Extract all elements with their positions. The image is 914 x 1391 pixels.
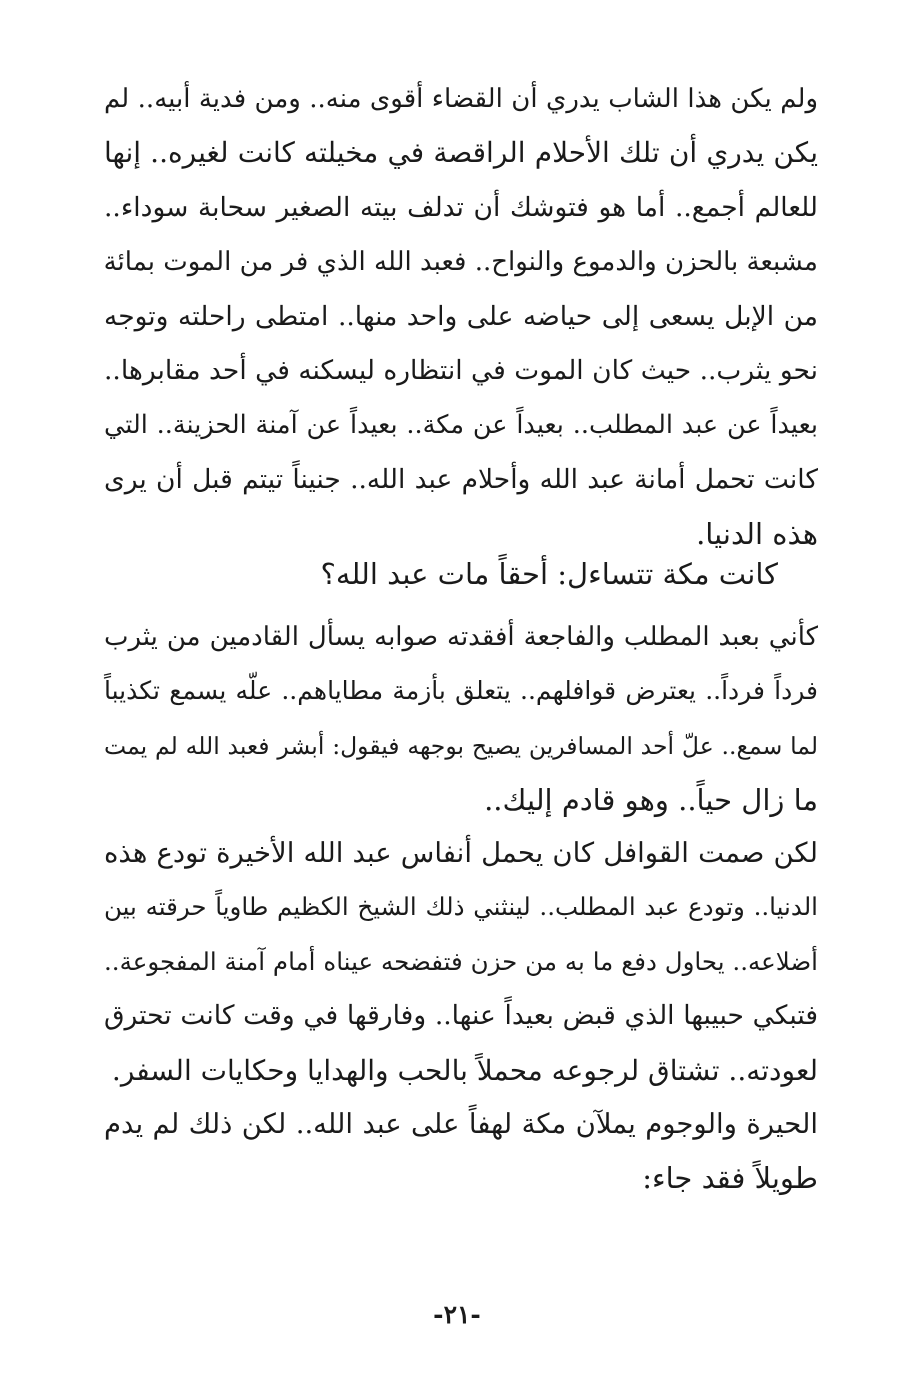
paragraph-line: لعودته.. تشتاق لرجوعه محملاً بالحب والهدايا وحكايات السفر. xyxy=(111,1053,818,1087)
paragraph-line: لما سمع.. علّ أحد المسافرين يصيح بوجهه فيقول: أبشر فعبد الله لم يمت xyxy=(104,731,818,760)
paragraph-line: الحيرة والوجوم يملآن مكة لهفاً على عبد الله.. لكن ذلك لم يدم xyxy=(104,1108,818,1140)
paragraph-line: نحو يثرب.. حيث كان الموت في انتظاره ليسكنه في أحد مقابرها.. xyxy=(104,354,818,386)
paragraph-3 xyxy=(104,610,818,828)
paragraph-line: فتبكي حبيبها الذي قبض بعيداً عنها.. وفارقها في وقت كانت تحترق xyxy=(104,1000,818,1032)
paragraph-5 xyxy=(104,1097,818,1206)
paragraph-4 xyxy=(104,826,818,1098)
paragraph-2 xyxy=(104,547,818,601)
paragraph-line: ولم يكن هذا الشاب يدري أن القضاء أقوى منه.. ومن فدية أبيه.. لم xyxy=(104,84,818,114)
paragraph-line: هذه الدنيا. xyxy=(696,517,818,552)
page-number: -٢١- xyxy=(433,1300,481,1329)
paragraph-line: للعالم أجمع.. أما هو فتوشك أن تدلف بيته الصغير سحابة سوداء.. xyxy=(104,191,818,223)
paragraph-line: ما زال حياً.. وهو قادم إليك.. xyxy=(484,783,818,818)
paragraph-line: الدنيا.. وتودع عبد المطلب.. لينثني ذلك الشيخ الكظيم طاوياً حرقته بين xyxy=(104,892,818,922)
paragraph-line: من الإبل يسعى إلى حياضه على واحد منها.. امتطى راحلته وتوجه xyxy=(104,300,818,332)
paragraph-line: فرداً فرداً.. يعترض قوافلهم.. يتعلق بأزمة مطاياهم.. علّه يسمع تكذيباً xyxy=(104,676,818,706)
paragraph-line: أضلاعه.. يحاول دفع ما به من حزن فتفضحه عيناه أمام آمنة المفجوعة.. xyxy=(104,946,818,976)
paragraph-line: كأني بعبد المطلب والفاجعة أفقدته صوابه يسأل القادمين من يثرب xyxy=(104,622,818,652)
paragraph-line: كانت مكة تتساءل: أحقاً مات عبد الله؟ xyxy=(320,557,778,591)
paragraph-line: كانت تحمل أمانة عبد الله وأحلام عبد الله.. جنيناً تيتم قبل أن يرى xyxy=(104,463,818,495)
paragraph-line: طويلاً فقد جاء: xyxy=(642,1161,818,1196)
paragraph-line: لكن صمت القوافل كان يحمل أنفاس عبد الله الأخيرة تودع هذه xyxy=(104,837,818,869)
paragraph-line: بعيداً عن عبد المطلب.. بعيداً عن مكة.. بعيداً عن آمنة الحزينة.. التي xyxy=(104,410,818,441)
paragraph-1 xyxy=(104,72,818,562)
paragraph-line: مشبعة بالحزن والدموع والنواح.. فعبد الله الذي فر من الموت بمائة xyxy=(103,247,818,278)
paragraph-line: يكن يدري أن تلك الأحلام الراقصة في مخيلته كانت لغيره.. إنها xyxy=(104,136,818,170)
